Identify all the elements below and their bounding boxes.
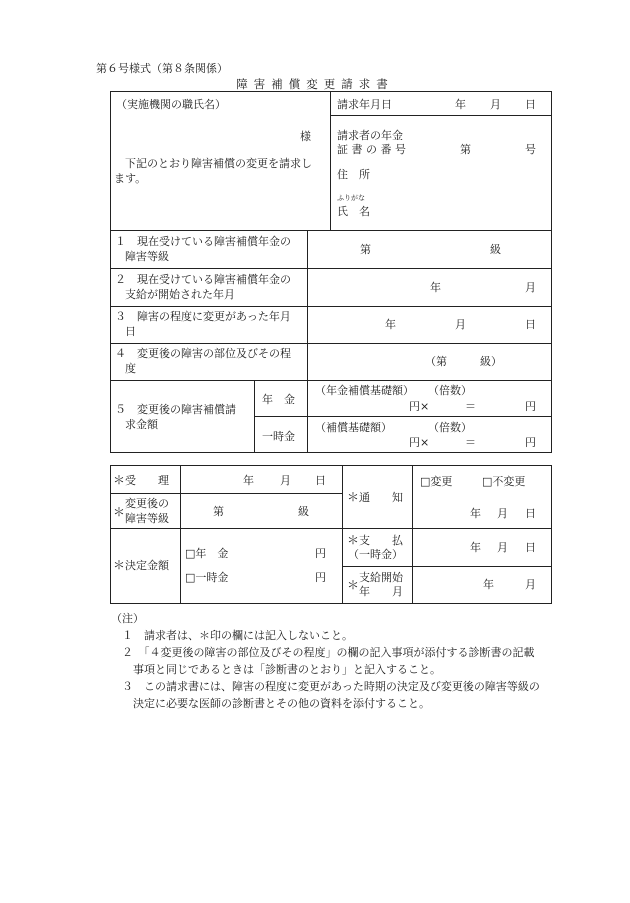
item-4-label: ４ 変更後の障害の部位及びその程 (115, 347, 291, 360)
pension-base-label: （年金補償基礎額） (315, 384, 414, 397)
changed-grade-label: 変更後の (125, 497, 169, 510)
lump-yen: 円 (525, 436, 536, 449)
receipt-label: 受 理 (125, 474, 169, 487)
request-date-year: 年 (455, 98, 466, 111)
item-1-dai: 第 (360, 243, 371, 256)
address-label: 住 所 (337, 168, 370, 181)
payment-month: 月 (497, 541, 508, 554)
note-3: ３ この請求書には、障害の程度に変更があった時期の決定及び変更後の障害等級の (122, 680, 540, 693)
notice-day: 日 (525, 507, 536, 520)
divider (110, 343, 552, 344)
item-1-label: １ 現在受けている障害補償年金の (115, 235, 291, 248)
divider (110, 306, 552, 307)
pension-sub-label: 年 金 (262, 393, 295, 406)
pension-number-label: 証 書 の 番 号 (337, 143, 406, 156)
pension-yen: 円 (525, 400, 536, 413)
payment-start-month: 月 (525, 578, 536, 591)
asterisk-mark: ＊ (113, 558, 126, 572)
divider (330, 115, 552, 116)
payment-start-label: 年 月 (359, 585, 403, 598)
divider (342, 465, 343, 604)
changed-grade-label: 障害等級 (125, 512, 169, 525)
lump-equals: ＝ (465, 436, 476, 449)
request-table (110, 91, 552, 453)
divider (110, 493, 342, 494)
divider (254, 416, 552, 417)
item-2-year: 年 (430, 281, 441, 294)
item-3-label: 日 (125, 325, 136, 338)
item-4-grade: （第 級） (425, 355, 502, 368)
receipt-month: 月 (280, 474, 291, 487)
notice-year: 年 (470, 507, 481, 520)
asterisk-mark: ＊ (113, 473, 126, 487)
pension-number-dai: 第 (460, 143, 471, 156)
note-1: １ 請求者は、＊印の欄には記入しないこと。 (122, 629, 353, 642)
request-date-day: 日 (525, 98, 536, 111)
divider (412, 465, 413, 604)
item-5-label: 求金額 (125, 418, 158, 431)
recipient-label: （実施機関の職氏名） (116, 98, 226, 111)
item-3-day: 日 (525, 318, 536, 331)
item-3-month: 月 (455, 318, 466, 331)
payment-label: （一時金） (348, 548, 403, 561)
pension-number-label: 請求者の年金 (337, 129, 403, 142)
pension-number-go: 号 (525, 143, 536, 156)
divider (342, 566, 552, 567)
page-title: 障害補償変更請求書 (236, 77, 394, 91)
divider (110, 528, 552, 529)
item-2-label: 支給が開始された年月 (125, 288, 235, 301)
notes-heading: （注） (111, 612, 144, 625)
request-body-text: 下記のとおり障害補償の変更を請求し (125, 157, 312, 170)
divider (180, 465, 181, 604)
item-2-label: ２ 現在受けている障害補償年金の (115, 273, 291, 286)
notice-nochange-checkbox: □不変更 (482, 475, 526, 488)
notice-month: 月 (497, 507, 508, 520)
payment-start-year: 年 (483, 578, 494, 591)
asterisk-mark: ＊ (347, 578, 360, 592)
decided-lump-checkbox: □一時金 (185, 571, 229, 584)
furigana-label: ふりがな (337, 194, 365, 202)
lump-multiplier-label: （倍数） (428, 421, 472, 434)
divider (110, 268, 552, 269)
decided-lump-yen: 円 (315, 571, 326, 584)
asterisk-mark: ＊ (113, 505, 126, 519)
item-3-label: ３ 障害の程度に変更があった年月 (115, 310, 291, 323)
item-4-label: 度 (125, 362, 136, 375)
honorific-label: 様 (300, 130, 311, 143)
divider (330, 91, 331, 230)
payment-day: 日 (525, 541, 536, 554)
note-3-continued: 決定に必要な医師の診断書とその他の資料を添付すること。 (133, 697, 430, 710)
payment-start-label: 支給開始 (359, 571, 403, 584)
lump-base-label: （補償基礎額） (315, 421, 392, 434)
item-5-label: ５ 変更後の障害補償請 (115, 403, 236, 416)
decided-amount-label: 決定金額 (125, 559, 169, 572)
divider (110, 380, 552, 381)
notice-label: 通 知 (359, 491, 403, 504)
receipt-day: 日 (315, 474, 326, 487)
payment-label: 支 払 (359, 534, 403, 547)
note-2-continued: 事項と同じであるときは「診断書のとおり」と記入すること。 (133, 663, 441, 676)
decided-pension-checkbox: □年 金 (185, 547, 229, 560)
item-2-month: 月 (525, 281, 536, 294)
item-1-kyu: 級 (490, 243, 501, 256)
note-2: ２ 「４変更後の障害の部位及びその程度」の欄の記入事項が添付する診断書の記載 (122, 646, 535, 659)
lump-sub-label: 一時金 (262, 430, 295, 443)
asterisk-mark: ＊ (347, 490, 360, 504)
divider (110, 230, 552, 231)
receipt-year: 年 (243, 474, 254, 487)
pension-multiplier-label: （倍数） (428, 384, 472, 397)
asterisk-mark: ＊ (347, 533, 360, 547)
lump-yen-x: 円× (409, 436, 430, 449)
request-date-month: 月 (490, 98, 501, 111)
form-number-label: 第６号様式（第８条関係） (96, 62, 228, 75)
changed-grade-kyu: 級 (298, 505, 309, 518)
item-1-label: 障害等級 (125, 250, 169, 263)
notice-change-checkbox: □変更 (420, 475, 453, 488)
divider (307, 230, 308, 380)
pension-yen-x: 円× (409, 400, 430, 413)
payment-year: 年 (470, 541, 481, 554)
request-body-text: ます。 (114, 172, 147, 185)
changed-grade-dai: 第 (213, 505, 224, 518)
pension-equals: ＝ (465, 400, 476, 413)
name-label: 氏 名 (337, 205, 370, 218)
item-3-year: 年 (385, 318, 396, 331)
decided-pension-yen: 円 (315, 547, 326, 560)
request-date-label: 請求年月日 (337, 98, 392, 111)
